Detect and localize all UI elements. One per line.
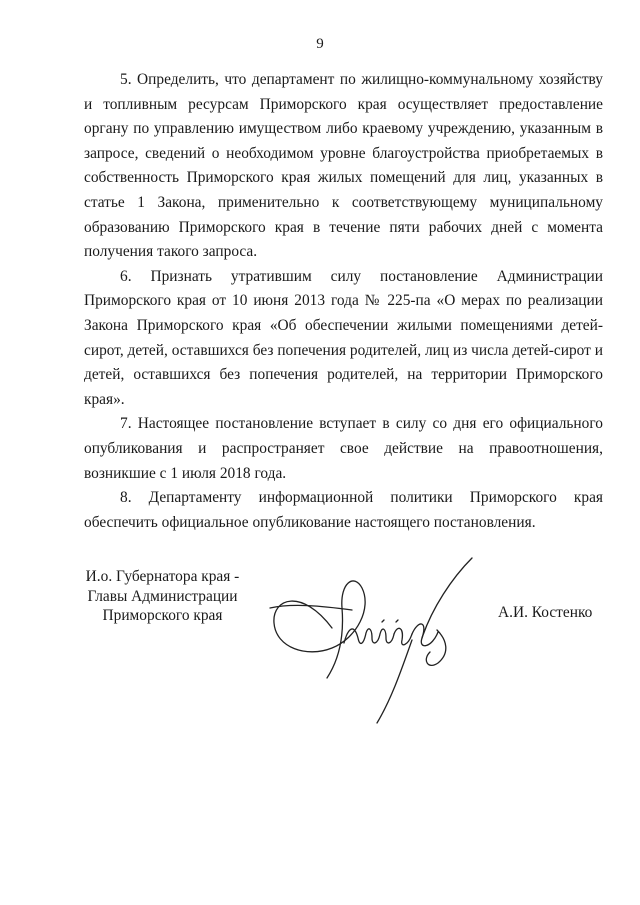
signer-name: А.И. Костенко bbox=[498, 604, 593, 621]
document-body bbox=[84, 68, 603, 535]
paragraph-7: 7. Настоящее постановление вступает в силу со дня его официального опубликования и распространяет свое действие на правоотношения, возникшие с 1 июля 2018 года. bbox=[84, 415, 603, 482]
signatory-title-line-3: Приморского края bbox=[102, 607, 223, 624]
paragraph-8: 8. Департаменту информационной политики Приморского края обеспечить официальное опубликование настоящего постановления. bbox=[84, 489, 603, 531]
page-number: 9 bbox=[316, 36, 324, 52]
signatory-title bbox=[70, 567, 255, 626]
signatory-title-line-1: И.о. Губернатора края - bbox=[85, 568, 240, 585]
paragraph-6: 6. Признать утратившим силу постановление Администрации Приморского края от 10 июня 2013 года № 225-па «О мерах по реализации Закона Приморского края «Об обеспечении жилыми помещениями детей-сирот, детей, оставшихся без попечения родителей, лиц из числа детей-сирот и детей, оставшихся без попечения родителей, на территории Приморского края». bbox=[84, 267, 603, 408]
paragraph-5: 5. Определить, что департамент по жилищно-коммунальному хозяйству и топливным ресурсам Приморского края осуществляет предоставление органу по управлению имуществом либо краевому учреждению, указанным в запросе, сведений о необходимом уровне благоустройства приобретаемых в собственность Приморского края жилых помещений для лиц, указанных в статье 1 Закона, применительно к соответствующему муниципальному образованию Приморского края в течение пяти рабочих дней с момента получения такого запроса. bbox=[84, 71, 603, 261]
signatory-title-line-2: Главы Администрации bbox=[87, 587, 238, 605]
handwritten-signature bbox=[262, 548, 482, 728]
